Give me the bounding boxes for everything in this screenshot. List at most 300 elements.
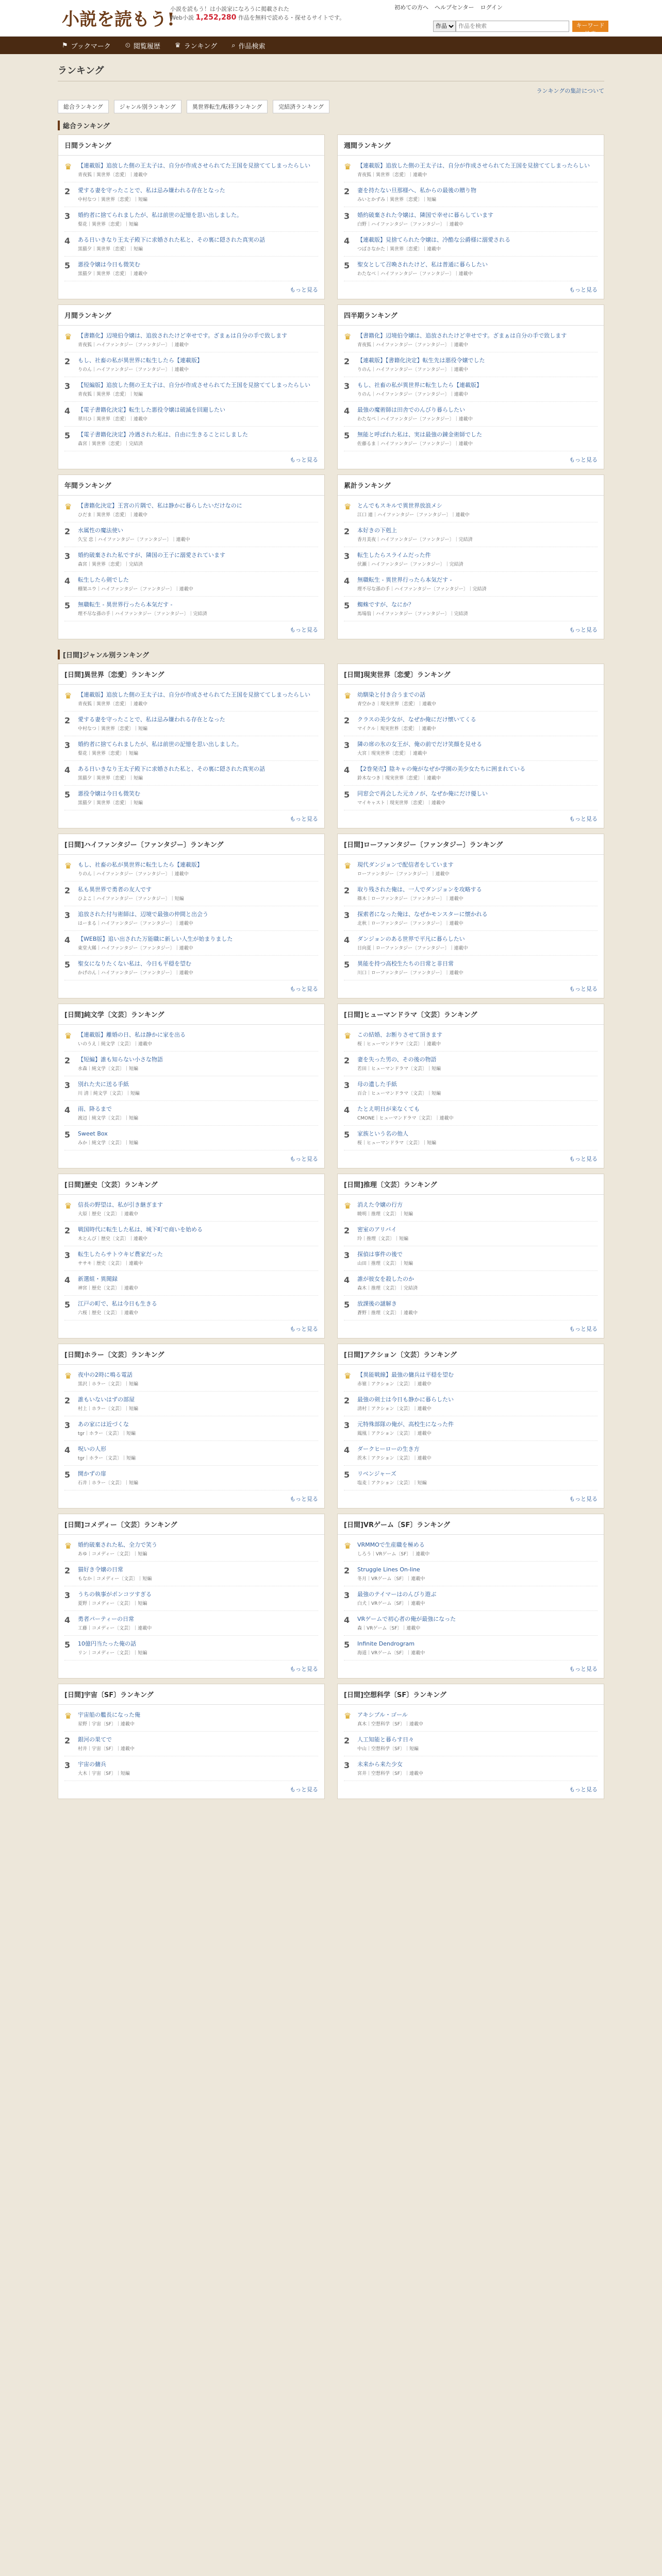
- entry-title-link[interactable]: 本好きの下剋上: [357, 527, 397, 534]
- entry-meta: 森宮｜異世界〔恋愛〕｜完結済: [78, 442, 143, 447]
- entry-meta: 夏野｜コメディー〔文芸〕｜短編: [78, 1601, 147, 1606]
- more-link[interactable]: もっと見る: [569, 626, 598, 633]
- entry-body: [357, 1711, 598, 1727]
- entry-body: [357, 1130, 598, 1146]
- entry-meta: はーまる｜ハイファンタジー〔ファンタジー〕｜連載中: [78, 921, 193, 926]
- entry-body: [78, 381, 318, 397]
- ranking-entry: [344, 1367, 598, 1392]
- more-link[interactable]: もっと見る: [290, 1496, 318, 1502]
- entry-body: [78, 406, 318, 422]
- search-type-select[interactable]: [433, 21, 456, 32]
- entry-meta: 中山｜空想科学〔SF〕｜短編: [357, 1747, 419, 1752]
- entry-title-link[interactable]: 雨、降るまで: [78, 1106, 112, 1112]
- entry-title-link[interactable]: 愛する妻を守ったことで、私は忌み嫌われる存在となった: [78, 716, 225, 723]
- crown-icon: ♛: [64, 691, 72, 701]
- entry-list: [58, 156, 324, 281]
- ranking-entry: [64, 522, 318, 547]
- more-link[interactable]: もっと見る: [290, 1666, 318, 1672]
- ranking-entry: [344, 1222, 598, 1246]
- entry-title-link[interactable]: VRゲームで初心者の俺が最強になった: [357, 1616, 456, 1622]
- entry-title-link[interactable]: VRMMOで生産職を極める: [357, 1541, 425, 1548]
- rank-number: 2: [64, 716, 71, 725]
- entry-title-link[interactable]: 取り残された俺は、一人でダンジョンを攻略する: [357, 886, 482, 893]
- more-link[interactable]: もっと見る: [569, 456, 598, 463]
- entry-title-link[interactable]: 【書籍化決定】王宮の片隅で、私は静かに暮らしたいだけなのに: [78, 502, 242, 509]
- more-link[interactable]: もっと見る: [290, 456, 318, 463]
- entry-title-link[interactable]: 新選組・異聞録: [78, 1276, 118, 1282]
- ranking-entry: [344, 1076, 598, 1101]
- ranking-entry: [344, 687, 598, 711]
- entry-meta: tgr｜ホラー〔文芸〕｜短編: [78, 1456, 136, 1461]
- rank-number: 4: [64, 1275, 71, 1285]
- entry-title-link[interactable]: 転生したらスライムだった件: [357, 552, 431, 558]
- rank-number: 4: [64, 765, 71, 775]
- entry-title-link[interactable]: 密室のアリバイ: [357, 1226, 397, 1233]
- rank-number: 5: [344, 601, 350, 611]
- header-link[interactable]: ログイン: [480, 4, 503, 11]
- entry-title-link[interactable]: 【WEB版】追い出された万能職に新しい人生が始まりました: [78, 936, 233, 942]
- entry-title-link[interactable]: 【連載版】追放した側の王太子は、自分が作成させられてた王国を見捨ててしまったらしい: [357, 162, 590, 169]
- more-link[interactable]: もっと見る: [569, 1666, 598, 1672]
- more-link-wrap: [338, 1490, 604, 1508]
- entry-title-link[interactable]: 【電子書籍化決定】転生した悪役令嬢は破滅を回避したい: [78, 406, 225, 413]
- entry-title-link[interactable]: 転生したらサトウキビ農家だった: [78, 1251, 163, 1258]
- entry-meta: 青夜狐｜ハイファンタジー〔ファンタジー〕｜連載中: [78, 343, 189, 348]
- nav-item-1[interactable]: [125, 41, 160, 50]
- ranking-entry: [344, 1416, 598, 1441]
- entry-meta: 梨花｜異世界〔恋愛〕｜短編: [78, 751, 139, 756]
- rank-number: 5: [344, 1640, 350, 1650]
- rank-number: [344, 1031, 357, 1047]
- site-logo[interactable]: 小説を読もう!: [62, 9, 175, 30]
- rank-number: 5: [64, 1130, 71, 1140]
- entry-title-link[interactable]: ダークヒーローの生き方: [357, 1446, 420, 1452]
- ranking-sections: [58, 121, 604, 1804]
- entry-body: [357, 1226, 598, 1242]
- entry-title-link[interactable]: 最強のテイマーはのんびり遊ぶ: [357, 1591, 437, 1598]
- filter-item[interactable]: ジャンル別ランキング: [114, 100, 181, 113]
- entry-title-link[interactable]: 【連載版】離婚の日、私は静かに家を出る: [78, 1031, 186, 1038]
- entry-meta: 宮井｜空想科学〔SF〕｜連載中: [357, 1771, 423, 1776]
- entry-title-link[interactable]: 探偵は事件の後で: [357, 1251, 403, 1258]
- more-link[interactable]: もっと見る: [290, 986, 318, 992]
- entry-title-link[interactable]: 無職転生 - 異世界行ったら本気だす -: [357, 577, 452, 583]
- rank-number: 2: [64, 886, 71, 895]
- ranking-entry: [64, 207, 318, 232]
- rank-number: 4: [64, 935, 71, 945]
- entry-title-link[interactable]: 放課後の謎解き: [357, 1300, 397, 1307]
- entry-body: [357, 1250, 598, 1266]
- entry-meta: 中村なつ｜異世界〔恋愛〕｜短編: [78, 726, 148, 732]
- search-button[interactable]: キーワード検索: [572, 21, 608, 32]
- ranking-entry: [64, 158, 318, 182]
- more-link[interactable]: もっと見る: [290, 286, 318, 293]
- ranking-entry: [344, 1537, 598, 1562]
- entry-title-link[interactable]: 呪いの人形: [78, 1446, 106, 1452]
- entry-title-link[interactable]: とんでもスキルで異世界放浪メシ: [357, 502, 442, 509]
- entry-title-link[interactable]: 銀河の果てで: [78, 1736, 112, 1743]
- section-title: [日間]ジャンル別ランキング: [58, 650, 604, 659]
- entry-meta: 白犬｜VRゲーム〔SF〕｜連載中: [357, 1601, 425, 1606]
- card-title: 四半期ランキング: [338, 305, 604, 326]
- entry-title-link[interactable]: 元特殊部隊の俺が、高校生になった件: [357, 1421, 454, 1428]
- entry-meta: 若田｜ヒューマンドラマ〔文芸〕｜短編: [357, 1066, 441, 1072]
- entry-body: [357, 1031, 598, 1047]
- ranking-card: [58, 834, 325, 998]
- entry-meta: 桜｜ヒューマンドラマ〔文芸〕｜連載中: [357, 1042, 441, 1047]
- ranking-entry: [64, 1707, 318, 1732]
- more-link-wrap: [58, 1490, 324, 1508]
- crown-icon: ♛: [64, 1201, 72, 1211]
- ranking-entry: [64, 687, 318, 711]
- entry-meta: 川 清｜純文学〔文芸〕｜短編: [78, 1091, 140, 1096]
- rank-number: 2: [64, 357, 71, 366]
- entry-body: [357, 1056, 598, 1072]
- entry-title-link[interactable]: 無職転生 - 異世界行ったら本気だす -: [78, 601, 173, 608]
- filter-item[interactable]: 完結済ランキング: [273, 100, 329, 113]
- entry-title-link[interactable]: 妻を持たない旦那様へ、私からの最後の贈り物: [357, 187, 476, 194]
- entry-body: [78, 1615, 318, 1631]
- entry-title-link[interactable]: 蜘蛛ですが、なにか？: [357, 601, 414, 608]
- entry-body: [357, 1566, 598, 1582]
- rank-number: 3: [344, 910, 350, 920]
- ranking-card: [337, 474, 604, 639]
- entry-body: [78, 1445, 318, 1461]
- entry-title-link[interactable]: 妻を失った男の、その後の物語: [357, 1056, 437, 1063]
- entry-meta: 青夜狐｜異世界〔恋愛〕｜短編: [78, 392, 143, 397]
- ranking-entry: [344, 328, 598, 352]
- rank-number: 3: [344, 551, 350, 561]
- entry-title-link[interactable]: 【短編】誰も知らない小さな物語: [78, 1056, 163, 1063]
- rank-number: 3: [64, 1080, 71, 1090]
- ranking-entry: [64, 1732, 318, 1756]
- entry-title-link[interactable]: 夜中の2時に鳴る電話: [78, 1371, 133, 1378]
- entry-body: [78, 1226, 318, 1242]
- rank-number: 3: [344, 1760, 350, 1770]
- entry-body: [357, 381, 598, 397]
- entry-title-link[interactable]: 10億円当たった俺の話: [78, 1640, 136, 1647]
- entry-list: [338, 496, 604, 621]
- more-link[interactable]: もっと見る: [569, 986, 598, 992]
- more-link[interactable]: もっと見る: [569, 1496, 598, 1502]
- entry-meta: 青空かさ｜現実世界〔恋愛〕｜連載中: [357, 702, 437, 707]
- ranking-card: [337, 1004, 604, 1168]
- entry-title-link[interactable]: もし、社畜の私が異世界に転生したら【連載版】: [78, 861, 203, 868]
- ranking-entry: [64, 931, 318, 956]
- entry-title-link[interactable]: 悪役令嬢は今日も微笑む: [78, 790, 140, 797]
- entry-body: [78, 861, 318, 877]
- entry-title-link[interactable]: ある日いきなり王太子殿下に求婚された私と、その裏に隠された真実の話: [78, 766, 265, 772]
- more-link[interactable]: もっと見る: [569, 1156, 598, 1162]
- entry-title-link[interactable]: Sweet Box: [78, 1130, 108, 1137]
- entry-body: [357, 861, 598, 877]
- entry-meta: 神宮｜歴史〔文芸〕｜連載中: [78, 1286, 139, 1291]
- entry-title-link[interactable]: 信長の野望は、私が引き継ぎます: [78, 1201, 163, 1208]
- ranking-entry: [64, 257, 318, 281]
- more-link[interactable]: もっと見る: [569, 816, 598, 822]
- main-nav: [0, 37, 662, 54]
- entry-title-link[interactable]: 同窓会で再会した元カノが、なぜか俺にだけ優しい: [357, 790, 488, 797]
- entry-title-link[interactable]: 【連載版】見捨てられた令嬢は、冷酷な公爵様に溺愛される: [357, 236, 510, 243]
- entry-title-link[interactable]: この結婚、お断りさせて頂きます: [357, 1031, 442, 1038]
- entry-title-link[interactable]: 水属性の魔法使い: [78, 527, 123, 534]
- ranking-entry: [344, 232, 598, 257]
- entry-title-link[interactable]: 【連載版】【書籍化決定】転生先は悪役令嬢でした: [357, 357, 485, 364]
- entry-title-link[interactable]: クラスの美少女が、なぜか俺にだけ懐いてくる: [357, 716, 476, 723]
- entry-title-link[interactable]: ある日いきなり王太子殿下に求婚された私と、その裏に隠された真実の話: [78, 236, 265, 243]
- rank-number: 4: [64, 576, 71, 586]
- rank-number: 3: [64, 1590, 71, 1600]
- entry-title-link[interactable]: 未来から来た少女: [357, 1761, 403, 1768]
- entry-title-link[interactable]: 【異能戦線】最強の傭兵は平穏を望む: [357, 1371, 454, 1378]
- ranking-entry: [64, 1367, 318, 1392]
- more-link[interactable]: もっと見る: [290, 626, 318, 633]
- entry-title-link[interactable]: 私も異世界で勇者の友人です: [78, 886, 152, 893]
- ranking-about-link[interactable]: ランキングの集計について: [536, 88, 604, 94]
- more-link[interactable]: もっと見る: [290, 1326, 318, 1332]
- entry-body: [357, 1275, 598, 1291]
- entry-body: [78, 910, 318, 926]
- entry-body: [78, 740, 318, 756]
- entry-meta: ひよこ｜ハイファンタジー〔ファンタジー〕｜短編: [78, 896, 184, 902]
- entry-meta: 東堂大稀｜ハイファンタジー〔ファンタジー〕｜連載中: [78, 946, 193, 951]
- entry-title-link[interactable]: 【2巻発売】陰キャの俺がなぜか学園の美少女たちに囲まれている: [357, 766, 525, 772]
- entry-title-link[interactable]: もし、社畜の私が異世界に転生したら【連載版】: [78, 357, 203, 364]
- search-icon: ⌕: [231, 41, 236, 49]
- entry-title-link[interactable]: 無能と呼ばれた私は、実は最強の錬金術師でした: [357, 431, 482, 438]
- nav-item-3[interactable]: [231, 41, 265, 50]
- ranking-entry: [64, 1101, 318, 1126]
- entry-title-link[interactable]: 転生したら剣でした: [78, 577, 129, 583]
- entry-title-link[interactable]: 聖女として召喚されたけど、私は普通に暮らしたい: [357, 261, 488, 268]
- entry-meta: 塩麦｜アクション〔文芸〕｜短編: [357, 1481, 427, 1486]
- entry-title-link[interactable]: 最強の魔術師は田舎でのんびり暮らしたい: [357, 406, 465, 413]
- entry-title-link[interactable]: 誰もいないはずの部屋: [78, 1396, 135, 1403]
- rank-number: 4: [344, 765, 350, 775]
- ranking-entry: [344, 1126, 598, 1150]
- entry-title-link[interactable]: 江戸の町で、私は今日も生きる: [78, 1300, 157, 1307]
- entry-title-link[interactable]: 誰が彼女を殺したのか: [357, 1276, 414, 1282]
- ranking-entry: [344, 377, 598, 402]
- entry-meta: みいとかずみ｜異世界〔恋愛〕｜短編: [357, 197, 437, 202]
- entry-meta: 茨木｜アクション〔文芸〕｜連載中: [357, 1456, 432, 1461]
- entry-title-link[interactable]: 家族という名の他人: [357, 1130, 408, 1137]
- entry-meta: 村井｜宇宙〔SF〕｜連載中: [78, 1747, 135, 1752]
- entry-body: [78, 1105, 318, 1121]
- header-link[interactable]: 初めての方へ: [394, 4, 428, 11]
- entry-title-link[interactable]: 人工知能と暮らす日々: [357, 1736, 414, 1743]
- entry-body: [357, 765, 598, 781]
- entry-body: [357, 1105, 598, 1121]
- ranking-entry: [344, 1466, 598, 1490]
- entry-body: [78, 1080, 318, 1096]
- card-title: [日間]アクション〔文芸〕ランキング: [338, 1344, 604, 1365]
- entry-title-link[interactable]: 【書籍化】辺境伯令嬢は、追放されたけど幸せです。ざまぁは自分の手で致します: [78, 332, 288, 339]
- more-link[interactable]: もっと見る: [290, 816, 318, 822]
- entry-title-link[interactable]: Infinite Dendrogram: [357, 1640, 415, 1647]
- card-title: 累計ランキング: [338, 475, 604, 496]
- search-input[interactable]: [456, 21, 569, 32]
- entry-title-link[interactable]: 探索者になった俺は、なぜかモンスターに懐かれる: [357, 911, 488, 918]
- ranking-entry: [64, 1197, 318, 1222]
- more-link-wrap: [338, 281, 604, 299]
- rank-number: [344, 162, 357, 178]
- rank-number: 4: [344, 406, 350, 416]
- entry-body: [357, 406, 598, 422]
- entry-meta: ササキ｜歴史〔文芸〕｜連載中: [78, 1261, 143, 1266]
- entry-title-link[interactable]: 勇者パーティーの日常: [78, 1616, 135, 1622]
- entry-meta: しろう｜VRゲーム〔SF〕｜連載中: [357, 1552, 430, 1557]
- card-title: [日間]宇宙〔SF〕ランキング: [58, 1684, 324, 1705]
- ranking-entry: [64, 1441, 318, 1466]
- ranking-entry: [344, 352, 598, 377]
- entry-title-link[interactable]: 別れた夫に送る手紙: [78, 1081, 129, 1088]
- entry-title-link[interactable]: 【連載版】追放した側の王太子は、自分が作成させられてた王国を見捨ててしまったらしい: [78, 691, 310, 698]
- more-link[interactable]: もっと見る: [290, 1156, 318, 1162]
- ranking-entry: [64, 1562, 318, 1586]
- ranking-entry: [344, 1296, 598, 1320]
- entry-body: [78, 1056, 318, 1072]
- entry-title-link[interactable]: 母の遺した手紙: [357, 1081, 397, 1088]
- entry-body: [78, 1736, 318, 1752]
- entry-meta: 石井｜ホラー〔文芸〕｜短編: [78, 1481, 139, 1486]
- ranking-entry: [64, 786, 318, 810]
- entry-title-link[interactable]: うちの執事がポンコツすぎる: [78, 1591, 152, 1598]
- entry-title-link[interactable]: 現代ダンジョンで配信者をしています: [357, 861, 454, 868]
- more-link-wrap: [58, 980, 324, 998]
- filter-item[interactable]: 総合ランキング: [58, 100, 109, 113]
- entry-list: [58, 1365, 324, 1490]
- entry-meta: もなか｜コメディー〔文芸〕｜短編: [78, 1577, 152, 1582]
- entry-title-link[interactable]: ダンジョンのある世界で平凡に暮らしたい: [357, 936, 465, 942]
- ranking-entry: [64, 352, 318, 377]
- crown-icon: ♛: [64, 162, 72, 172]
- entry-meta: かげのん｜ハイファンタジー〔ファンタジー〕｜連載中: [78, 971, 193, 976]
- entry-meta: わたなべ｜ハイファンタジー〔ファンタジー〕｜連載中: [357, 417, 473, 422]
- entry-title-link[interactable]: 戦国時代に転生した私は、城下町で商いを始める: [78, 1226, 203, 1233]
- entry-title-link[interactable]: 【短編版】追放した側の王太子は、自分が作成させられてた王国を見捨ててしまったらしい: [78, 382, 310, 388]
- rank-number: [64, 1711, 78, 1727]
- entry-body: [357, 551, 598, 567]
- entry-body: [78, 765, 318, 781]
- nav-item-0[interactable]: [62, 41, 111, 50]
- entry-title-link[interactable]: 【連載版】追放した側の王太子は、自分が作成させられてた王国を見捨ててしまったらしい: [78, 162, 310, 169]
- entry-title-link[interactable]: 婚約者に捨てられましたが、私は前世の記憶を思い出しました。: [78, 212, 242, 218]
- rank-number: 2: [344, 527, 350, 536]
- more-link[interactable]: もっと見る: [569, 1326, 598, 1332]
- entry-title-link[interactable]: 悪役令嬢は今日も微笑む: [78, 261, 140, 268]
- entry-meta: 冬月｜VRゲーム〔SF〕｜連載中: [357, 1577, 425, 1582]
- entry-title-link[interactable]: アキシブル・ゴール: [357, 1711, 408, 1718]
- ranking-card: [337, 1514, 604, 1679]
- ranking-card: [58, 1684, 325, 1799]
- entry-title-link[interactable]: あの家には近づくな: [78, 1421, 129, 1428]
- ranking-entry: [64, 711, 318, 736]
- entry-body: [357, 790, 598, 806]
- header-link[interactable]: ヘルプセンター: [435, 4, 474, 11]
- entry-title-link[interactable]: もし、社畜の私が異世界に転生したら【連載版】: [357, 382, 482, 388]
- ranking-entry: [344, 761, 598, 786]
- nav-item-2[interactable]: [175, 41, 217, 50]
- rank-number: 3: [64, 211, 71, 221]
- more-link[interactable]: もっと見る: [569, 286, 598, 293]
- entry-title-link[interactable]: たとえ明日が来なくても: [357, 1106, 420, 1112]
- entry-title-link[interactable]: 幼馴染と付き合うまでの話: [357, 691, 425, 698]
- entry-meta: 赤嶺｜アクション〔文芸〕｜連載中: [357, 1382, 432, 1387]
- entry-meta: つばさなかた｜異世界〔恋愛〕｜連載中: [357, 247, 441, 252]
- ranking-entry: [344, 1707, 598, 1732]
- entry-title-link[interactable]: 隣の席の氷の女王が、俺の前でだけ笑顔を見せる: [357, 741, 482, 748]
- entry-title-link[interactable]: 猫好き令嬢の日常: [78, 1566, 123, 1573]
- entry-title-link[interactable]: 追放された付与術師は、辺境で最強の仲間と出会う: [78, 911, 208, 918]
- ranking-entry: [64, 328, 318, 352]
- entry-title-link[interactable]: 【書籍化】辺境伯令嬢は、追放されたけど幸せです。ざまぁは自分の手で致します: [357, 332, 567, 339]
- entry-title-link[interactable]: リベンジャーズ: [357, 1470, 396, 1477]
- entry-list: [58, 1705, 324, 1781]
- entry-meta: 真木｜空想科学〔SF〕｜連載中: [357, 1722, 423, 1727]
- entry-title-link[interactable]: 婚約破棄された私、全力で笑う: [78, 1541, 157, 1548]
- ranking-entry: [344, 207, 598, 232]
- entry-title-link[interactable]: 愛する妻を守ったことで、私は忌み嫌われる存在となった: [78, 187, 225, 194]
- ranking-card: [58, 304, 325, 469]
- entry-title-link[interactable]: 消えた令嬢の行方: [357, 1201, 403, 1208]
- entry-title-link[interactable]: 宇宙の傭兵: [78, 1761, 106, 1768]
- rank-number: 2: [64, 1396, 71, 1405]
- entry-body: [357, 1371, 598, 1387]
- entry-title-link[interactable]: 婚約破棄された令嬢は、隣国で幸せに暮らしています: [357, 212, 493, 218]
- entry-title-link[interactable]: 婚約者に捨てられましたが、私は前世の記憶を思い出しました。: [78, 741, 242, 748]
- ranking-entry: [64, 1611, 318, 1636]
- entry-body: [357, 960, 598, 976]
- entry-title-link[interactable]: Struggle Lines On-line: [357, 1566, 420, 1573]
- entry-title-link[interactable]: 聖女になりたくない私は、今日も平穏を望む: [78, 960, 191, 967]
- entry-body: [357, 187, 598, 202]
- entry-title-link[interactable]: 異能を持つ高校生たちの日常と非日常: [357, 960, 454, 967]
- entry-title-link[interactable]: 最強の剣士は今日も静かに暮らしたい: [357, 1396, 454, 1403]
- entry-title-link[interactable]: 開かずの扉: [78, 1470, 106, 1477]
- entry-body: [78, 790, 318, 806]
- filter-item[interactable]: 異世界転生/転移ランキング: [187, 100, 268, 113]
- more-link-wrap: [58, 281, 324, 299]
- entry-title-link[interactable]: 宇宙船の艦長になった俺: [78, 1711, 140, 1718]
- rank-number: 3: [344, 740, 350, 750]
- rank-number: [64, 332, 78, 348]
- rank-number: 5: [344, 1470, 350, 1480]
- entry-title-link[interactable]: 婚約破棄された私ですが、隣国の王子に溺愛されています: [78, 552, 225, 558]
- more-link[interactable]: もっと見る: [290, 1786, 318, 1793]
- ranking-entry: [344, 906, 598, 931]
- ranking-card: [58, 134, 325, 299]
- entry-meta: 水森｜純文学〔文芸〕｜短編: [78, 1066, 139, 1072]
- entry-title-link[interactable]: 【電子書籍化決定】冷遇された私は、自由に生きることにしました: [78, 431, 248, 438]
- ranking-entry: [64, 906, 318, 931]
- entry-body: [78, 236, 318, 252]
- ranking-entry: [344, 522, 598, 547]
- entry-meta: りのん｜ハイファンタジー〔ファンタジー〕｜連載中: [78, 367, 189, 372]
- rank-number: [64, 502, 78, 518]
- entry-body: [78, 1300, 318, 1316]
- entry-body: [357, 1470, 598, 1486]
- more-link[interactable]: もっと見る: [569, 1786, 598, 1793]
- entry-meta: 篠木｜ローファンタジー〔ファンタジー〕｜連載中: [357, 896, 464, 902]
- rank-number: [64, 1371, 78, 1387]
- rank-number: 2: [344, 1396, 350, 1405]
- entry-body: [78, 960, 318, 976]
- ranking-entry: [64, 402, 318, 427]
- rank-number: [344, 502, 357, 518]
- entry-body: [357, 910, 598, 926]
- tagline-line: 小説を読もう！は小説家になろうに掲載された: [170, 6, 289, 12]
